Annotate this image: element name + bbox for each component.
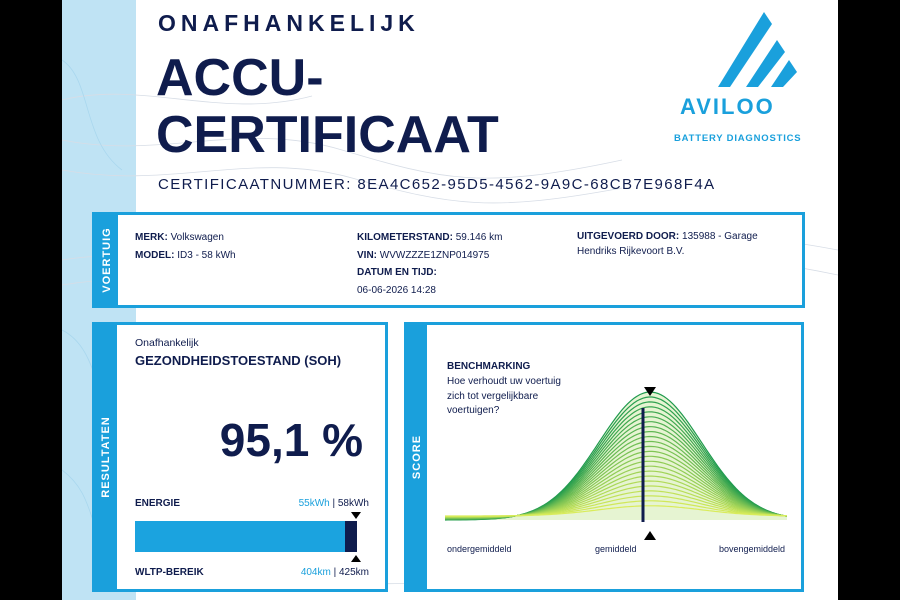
score-side-label: SCORE xyxy=(411,434,423,480)
vehicle-side-tab xyxy=(95,215,118,305)
datetime-value: 06-06-2026 14:28 xyxy=(357,284,436,296)
range-values xyxy=(301,567,369,578)
benchmark-top-marker-icon xyxy=(644,387,656,396)
range-max: 425km xyxy=(338,567,369,578)
certificate-number xyxy=(158,176,715,193)
model-row xyxy=(135,247,236,265)
vehicle-column-3 xyxy=(577,229,758,259)
performed-by-value: 135988 - Garage xyxy=(682,231,758,242)
document-title xyxy=(156,50,499,164)
certificate-page xyxy=(62,0,838,600)
mileage-value: 59.146 km xyxy=(455,232,503,243)
vehicle-column-2 xyxy=(357,229,502,299)
results-side-label: RESULTATEN xyxy=(100,416,112,498)
brand-row xyxy=(135,229,236,247)
score-panel xyxy=(404,322,804,592)
soh-value: 95,1 % xyxy=(219,414,363,466)
certificate-number-value: 8EA4C652-95D5-4562-9A9C-68CB7E968F4A xyxy=(357,176,716,193)
performed-by-row xyxy=(577,229,758,244)
brand-value: Volkswagen xyxy=(170,232,224,243)
results-independent-label: Onafhankelijk xyxy=(135,337,199,349)
title-line-2: CERTIFICAAT xyxy=(156,106,499,164)
benchmark-title: BENCHMARKING xyxy=(447,361,531,372)
vehicle-column-1 xyxy=(135,229,236,264)
mileage-label: KILOMETERSTAND: xyxy=(357,232,453,243)
datetime-label: DATUM EN TIJD: xyxy=(357,267,437,278)
soh-bar-marker xyxy=(345,521,357,552)
energy-separator: | xyxy=(329,498,338,509)
document-subtitle: ONAFHANKELIJK xyxy=(158,10,420,36)
energy-current: 55kWh xyxy=(298,498,330,509)
range-label: WLTP-BEREIK xyxy=(135,567,204,578)
mileage-row xyxy=(357,229,502,247)
brand-label: MERK: xyxy=(135,232,168,243)
results-side-tab xyxy=(95,325,117,589)
axis-label-above-average: bovengemiddeld xyxy=(718,544,785,554)
benchmark-question: Hoe verhoudt uw voertuig zich tot vergelijkbare voertuigen? xyxy=(447,376,561,416)
energy-label: ENERGIE xyxy=(135,498,181,509)
axis-label-below-average: ondergemiddeld xyxy=(447,544,512,554)
energy-values xyxy=(299,498,369,509)
energy-max: 58kWh xyxy=(337,498,369,509)
certificate-label: CERTIFICAATNUMMER: xyxy=(158,176,352,193)
soh-bar xyxy=(135,521,357,552)
benchmark-bottom-marker-icon xyxy=(644,531,656,540)
range-separator: | xyxy=(330,567,339,578)
logo-name: AVILOO xyxy=(680,94,775,119)
vin-value: WVWZZZE1ZNP014975 xyxy=(379,249,490,261)
score-side-tab xyxy=(407,325,427,589)
logo-tagline: BATTERY DIAGNOSTICS xyxy=(674,133,802,144)
energy-marker-icon xyxy=(351,512,361,519)
vehicle-side-label: VOERTUIG xyxy=(100,227,113,293)
axis-label-average: gemiddeld xyxy=(595,544,637,554)
results-panel xyxy=(92,322,388,592)
model-value: ID3 - 58 kWh xyxy=(177,249,236,261)
range-marker-icon xyxy=(351,555,361,562)
vin-row xyxy=(357,247,502,265)
aviloo-mountain-icon xyxy=(672,12,822,92)
soh-title: GEZONDHEIDSTOESTAND (SOH) xyxy=(135,353,342,368)
vehicle-panel xyxy=(92,212,805,308)
performed-by-label: UITGEVOERD DOOR: xyxy=(577,231,680,242)
model-label: MODEL: xyxy=(135,249,175,261)
range-current: 404km xyxy=(300,567,331,578)
title-line-1: ACCU- xyxy=(156,49,324,107)
performed-by-value-line-2: Hendriks Rijkevoort B.V. xyxy=(577,246,685,257)
vin-label: VIN: xyxy=(357,249,377,261)
